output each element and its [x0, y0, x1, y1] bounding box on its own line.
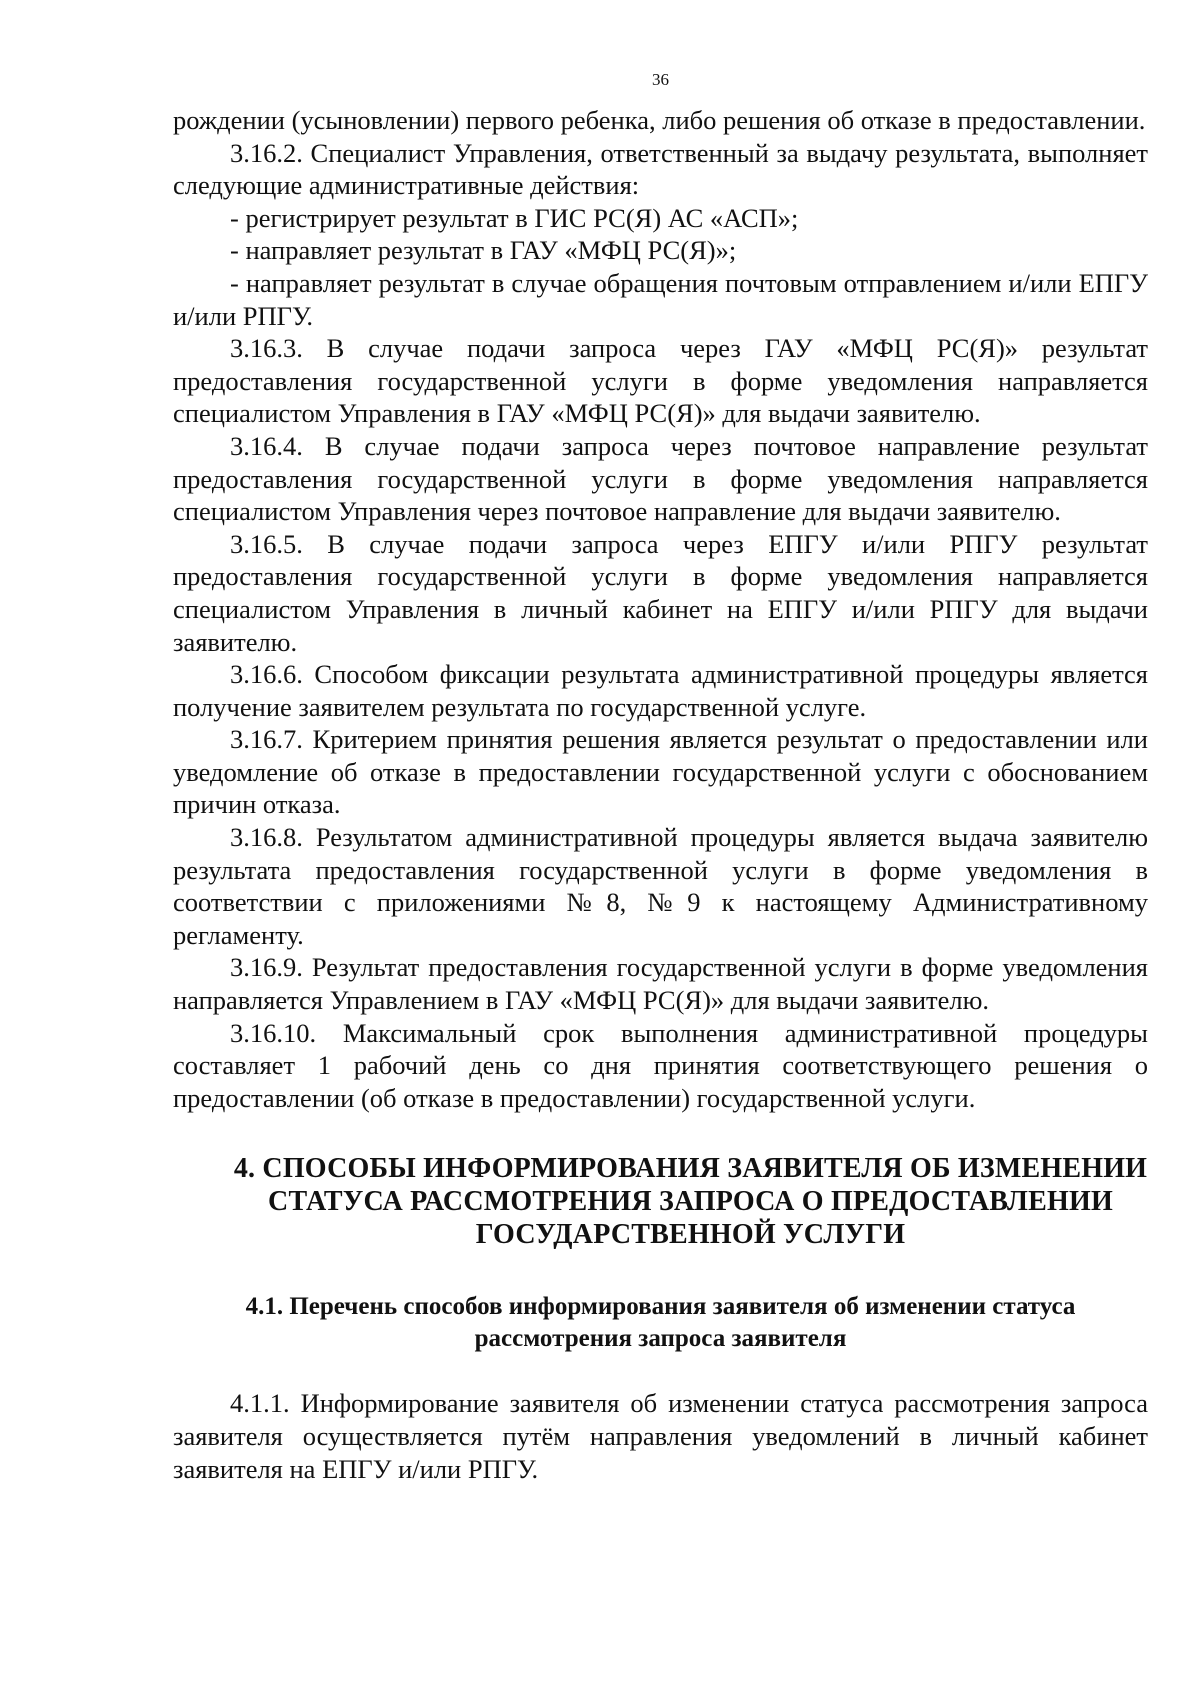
paragraph-3-16-10: 3.16.10. Максимальный срок выполнения административной процедуры составляет 1 рабочий день со дня принятия соответствующего решения о предоставлении (об отказе в предоставлении) государственной услуги.	[173, 1017, 1148, 1113]
paragraph-continuation: рождении (усыновлении) первого ребенка, либо решения об отказе в предоставлении.	[173, 105, 1146, 135]
section-title	[173, 1152, 1148, 1251]
document-body-after	[173, 1387, 1148, 1485]
document-page	[173, 70, 1148, 1485]
list-item-send-mfc: - направляет результат в ГАУ «МФЦ РС(Я)»;	[230, 235, 737, 266]
subsection-title-line: рассмотрения запроса заявителя	[474, 1325, 847, 1353]
paragraph-3-16-2: 3.16.2. Специалист Управления, ответственный за выдачу результата, выполняет следующие административные действия:	[173, 137, 1148, 201]
paragraph-3-16-5: 3.16.5. В случае подачи запроса через ЕПГУ и/или РПГУ результат предоставления государственной услуги в форме уведомления направляется специалистом Управления в личный кабинет на ЕПГУ и/или РПГУ для выдачи заявителю.	[173, 528, 1148, 657]
paragraph-3-16-3: 3.16.3. В случае подачи запроса через ГАУ «МФЦ РС(Я)» результат предоставления государственной услуги в форме уведомления направляется специалистом Управления в ГАУ «МФЦ РС(Я)» для выдачи заявителю.	[173, 333, 1148, 429]
list-item-send-mail: - направляет результат в случае обращения почтовым отправлением и/или ЕПГУ и/или РПГУ.	[173, 267, 1148, 331]
paragraph-4-1-1: 4.1.1. Информирование заявителя об изменении статуса рассмотрения запроса заявителя осуществляется путём направления уведомлений в личный кабинет заявителя на ЕПГУ и/или РПГУ.	[173, 1388, 1148, 1484]
paragraph-3-16-8: 3.16.8. Результатом административной процедуры является выдача заявителю результата предоставления государственной услуги в форме уведомления в соответствии с приложениями №8, №9 к настоящему Административному регламенту.	[173, 822, 1148, 950]
subsection-title	[173, 1291, 1148, 1355]
list-item-register: - регистрирует результат в ГИС РС(Я) АС «АСП»;	[230, 202, 799, 233]
page-number: 36	[652, 70, 669, 89]
document-body	[173, 104, 1148, 1114]
paragraph-3-16-7: 3.16.7. Критерием принятия решения является результат о предоставлении или уведомление об отказе в предоставлении государственной услуги с обоснованием причин отказа.	[173, 724, 1148, 820]
section-title-line: ГОСУДАРСТВЕННОЙ УСЛУГИ	[475, 1219, 906, 1251]
section-title-line: СТАТУСА РАССМОТРЕНИЯ ЗАПРОСА О ПРЕДОСТАВЛЕНИИ	[268, 1186, 1113, 1218]
subsection-title-line: 4.1. Перечень способов информирования заявителя об изменении статуса	[245, 1293, 1076, 1321]
section-title-line: 4. СПОСОБЫ ИНФОРМИРОВАНИЯ ЗАЯВИТЕЛЯ ОБ ИЗМЕНЕНИИ	[233, 1153, 1148, 1185]
paragraph-3-16-4: 3.16.4. В случае подачи запроса через почтовое направление результат предоставления государственной услуги в форме уведомления направляется специалистом Управления через почтовое направление для выдачи заявителю.	[173, 430, 1148, 527]
paragraph-3-16-9: 3.16.9. Результат предоставления государственной услуги в форме уведомления направляется Управлением в ГАУ «МФЦ РС(Я)» для выдачи заявителю.	[173, 952, 1148, 1016]
paragraph-3-16-6: 3.16.6. Способом фиксации результата административной процедуры является получение заявителем результата по государственной услуге.	[173, 659, 1148, 722]
